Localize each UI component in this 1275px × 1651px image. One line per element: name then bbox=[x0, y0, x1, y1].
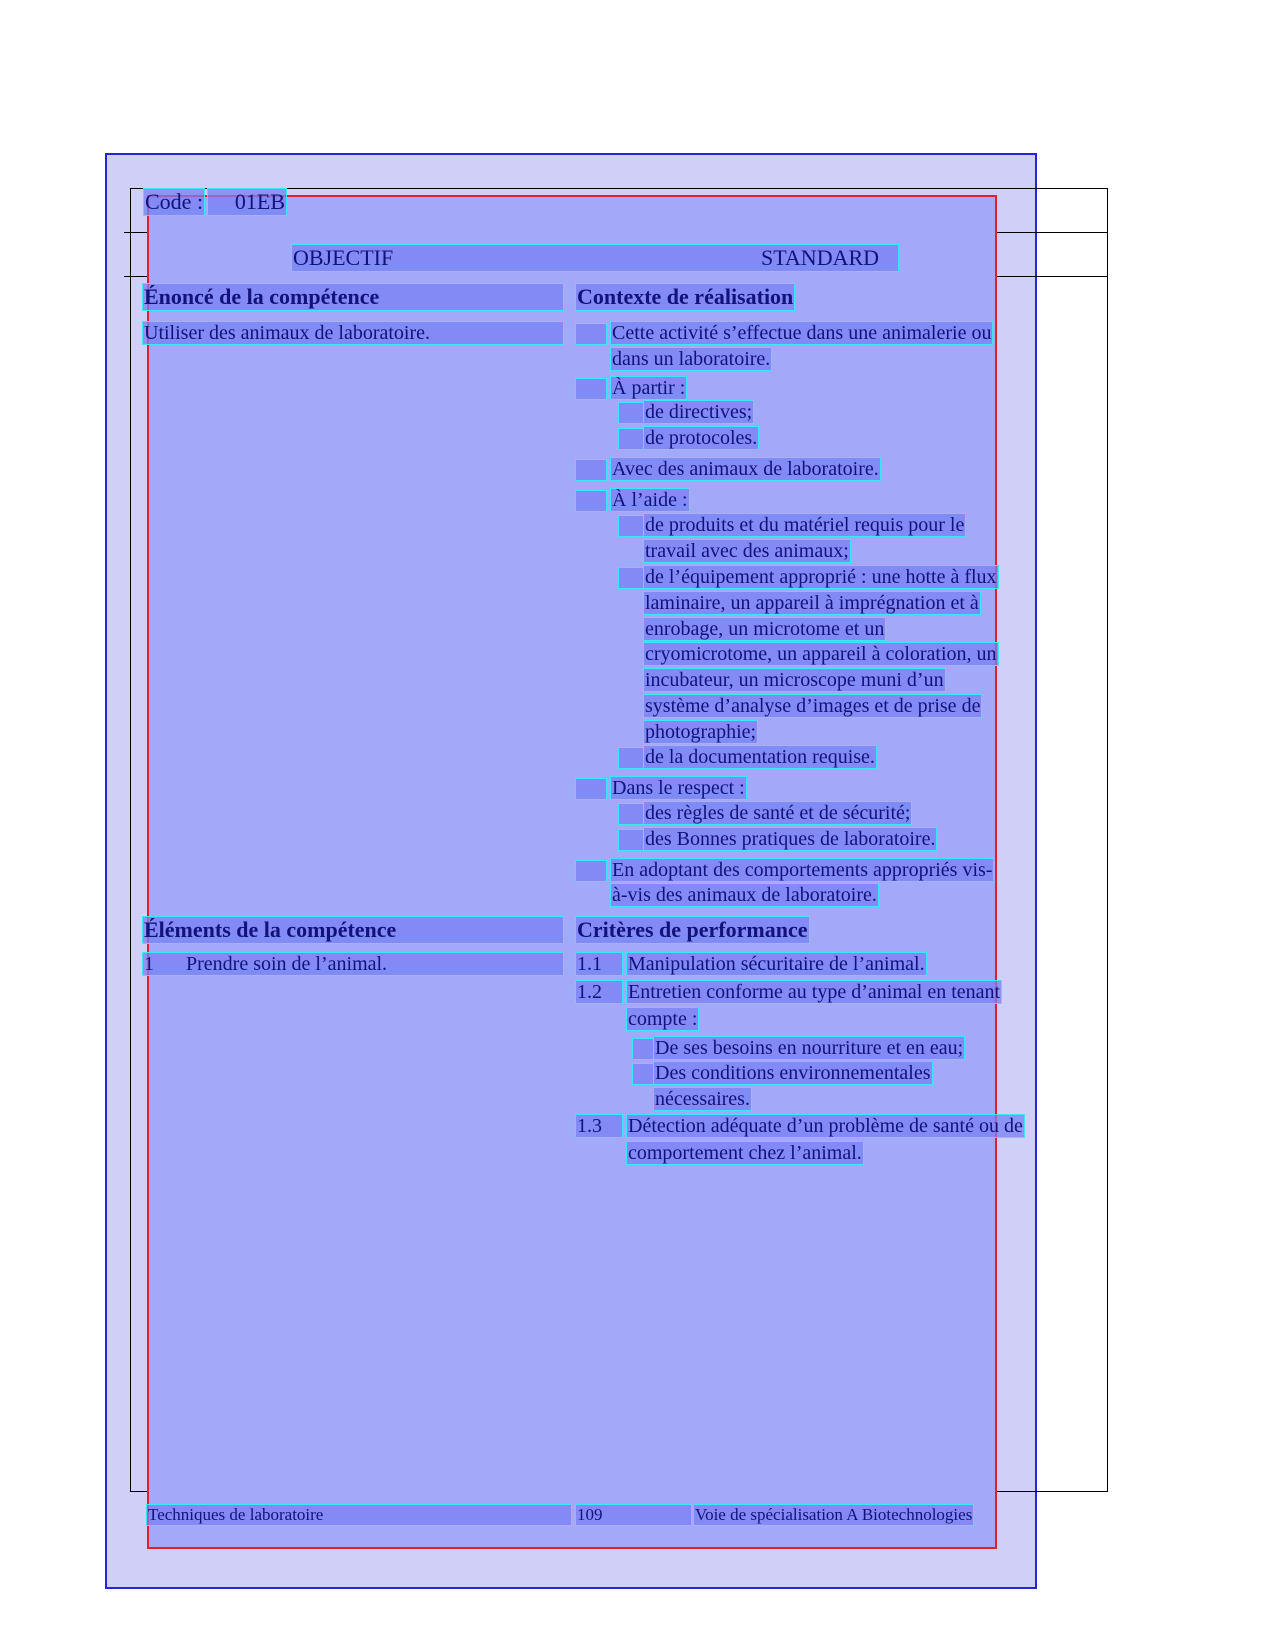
contexte-line: cryomicrotome, un appareil à coloration, un bbox=[645, 643, 997, 665]
critere-sub-line: De ses besoins en nourriture et en eau; bbox=[655, 1037, 964, 1059]
footer-left: Techniques de laboratoire bbox=[147, 1505, 571, 1525]
critere-sub-line: Des conditions environnementales bbox=[655, 1062, 931, 1084]
contexte-line: de produits et du matériel requis pour le bbox=[645, 514, 965, 536]
critere-line: comportement chez l’animal. bbox=[628, 1142, 862, 1164]
contexte-line: À partir : bbox=[612, 377, 686, 399]
header-objectif-label: OBJECTIF bbox=[293, 245, 394, 270]
element-1-text: Prendre soin de l’animal. bbox=[186, 953, 388, 975]
dash-icon bbox=[619, 403, 643, 423]
contexte-line: photographie; bbox=[645, 721, 757, 743]
dash-icon bbox=[633, 1039, 653, 1059]
contexte-line: laminaire, un appareil à imprégnation et à bbox=[645, 592, 979, 614]
contexte-line: de l’équipement approprié : une hotte à flux bbox=[645, 566, 997, 588]
dash-icon bbox=[619, 429, 643, 449]
contexte-line: Cette activité s’effectue dans une animalerie ou bbox=[612, 322, 992, 344]
dash-icon bbox=[619, 830, 643, 850]
bullet-icon bbox=[576, 491, 606, 511]
contexte-line: de la documentation requise. bbox=[645, 746, 875, 768]
bullet-icon bbox=[576, 379, 606, 399]
element-1 bbox=[143, 953, 563, 975]
contexte-line: dans un laboratoire. bbox=[612, 348, 771, 370]
footer-right: Voie de spécialisation A Biotechnologies bbox=[695, 1505, 973, 1524]
contexte-line: des Bonnes pratiques de laboratoire. bbox=[645, 828, 936, 850]
contexte-line: Avec des animaux de laboratoire. bbox=[612, 458, 879, 480]
critere-line: Entretien conforme au type d’animal en tenant bbox=[628, 981, 1001, 1003]
contexte-line: travail avec des animaux; bbox=[645, 540, 849, 562]
code-value: 01EB bbox=[208, 189, 286, 215]
contexte-title: Contexte de réalisation bbox=[577, 284, 794, 309]
critere-num: 1.3 bbox=[576, 1115, 622, 1137]
contexte-line: des règles de santé et de sécurité; bbox=[645, 802, 911, 824]
elements-title: Éléments de la compétence bbox=[143, 917, 563, 943]
bullet-icon bbox=[576, 460, 606, 480]
bullet-icon bbox=[576, 324, 606, 344]
contexte-line: Dans le respect : bbox=[612, 777, 745, 799]
criteres-title: Critères de performance bbox=[577, 917, 808, 942]
contexte-line: à-vis des animaux de laboratoire. bbox=[612, 884, 877, 906]
bullet-icon bbox=[576, 779, 606, 799]
dash-icon bbox=[633, 1064, 653, 1084]
critere-line: Manipulation sécuritaire de l’animal. bbox=[628, 953, 925, 975]
dash-icon bbox=[619, 568, 643, 588]
dash-icon bbox=[619, 804, 643, 824]
contexte-line: de directives; bbox=[645, 401, 753, 423]
critere-num: 1.1 bbox=[576, 953, 622, 975]
enonce-title: Énoncé de la compétence bbox=[143, 284, 563, 310]
contexte-line: À l’aide : bbox=[612, 489, 688, 511]
enonce-text: Utiliser des animaux de laboratoire. bbox=[143, 322, 563, 344]
bullet-icon bbox=[576, 861, 606, 881]
contexte-line: incubateur, un microscope muni d’un bbox=[645, 669, 944, 691]
dash-icon bbox=[619, 748, 643, 768]
dash-icon bbox=[619, 516, 643, 536]
code-label: Code : bbox=[145, 189, 204, 214]
contexte-line: système d’analyse d’images et de prise de bbox=[645, 695, 981, 717]
contexte-line: En adoptant des comportements appropriés vis- bbox=[612, 859, 993, 881]
critere-sub-line: nécessaires. bbox=[655, 1088, 750, 1110]
critere-line: Détection adéquate d’un problème de santé ou de bbox=[628, 1115, 1023, 1137]
contexte-line: enrobage, un microtome et un bbox=[645, 618, 885, 640]
contexte-line: de protocoles. bbox=[645, 427, 758, 449]
header-standard: STANDARD bbox=[761, 245, 880, 270]
critere-num: 1.2 bbox=[576, 981, 622, 1003]
footer-page-number: 109 bbox=[576, 1505, 691, 1525]
critere-line: compte : bbox=[628, 1008, 698, 1030]
element-1-num: 1 bbox=[144, 953, 154, 975]
